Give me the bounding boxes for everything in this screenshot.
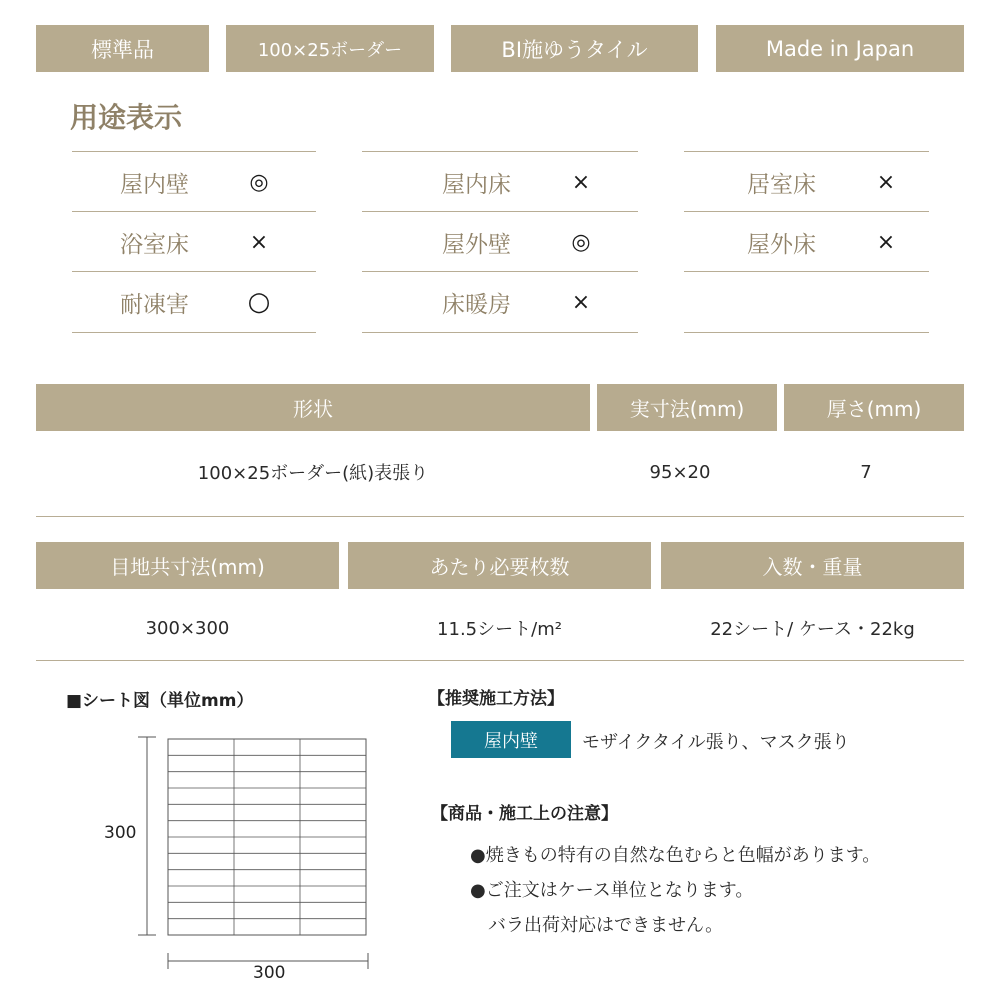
usage-row <box>362 211 638 272</box>
tile-grid <box>168 739 366 935</box>
header-quantity-weight: 入数・重量 <box>661 542 964 589</box>
tag-size: 100×25ボーダー <box>226 25 434 72</box>
cross-icon: × <box>571 289 591 315</box>
divider <box>36 660 964 661</box>
usage-row <box>72 151 316 212</box>
tag-standard: 標準品 <box>36 25 209 72</box>
usage-row-empty <box>684 271 929 333</box>
note-line: バラ出荷対応はできません。 <box>488 915 724 936</box>
tag-made-in-japan: Made in Japan <box>716 25 964 72</box>
value-joint-size: 300×300 <box>145 617 230 639</box>
usage-row <box>684 151 929 212</box>
tag-glaze: BI施ゆうタイル <box>451 25 698 72</box>
header-shape: 形状 <box>36 384 590 431</box>
note-line: ●ご注文はケース単位となります。 <box>470 880 754 901</box>
value-actual-size: 95×20 <box>649 461 711 483</box>
cross-icon: × <box>571 169 591 195</box>
usage-label: 浴室床 <box>120 231 189 258</box>
double-circle-icon: ◎ <box>571 229 591 255</box>
usage-label: 床暖房 <box>442 291 511 318</box>
header-thickness: 厚さ(mm) <box>784 384 964 431</box>
value-sheets-required: 11.5シート/m² <box>437 619 562 640</box>
cross-icon: × <box>876 229 896 255</box>
sheet-width-label: 300 <box>253 963 286 983</box>
header-joint-size: 目地共寸法(mm) <box>36 542 339 589</box>
usage-label: 耐凍害 <box>120 291 189 318</box>
sheet-height-label: 300 <box>104 823 137 843</box>
value-thickness: 7 <box>860 461 872 483</box>
usage-label: 屋外床 <box>747 231 816 258</box>
usage-title: 用途表示 <box>70 101 183 134</box>
header-sheets-required: あたり必要枚数 <box>348 542 651 589</box>
note-line: ●焼きもの特有の自然な色むらと色幅があります。 <box>470 845 881 866</box>
usage-label: 屋内床 <box>442 171 511 198</box>
usage-label: 居室床 <box>747 171 816 198</box>
notes-title: 【商品・施工上の注意】 <box>431 804 618 824</box>
sheet-diagram <box>100 725 390 985</box>
usage-label: 屋外壁 <box>442 231 511 258</box>
usage-row <box>684 211 929 272</box>
usage-row <box>362 271 638 333</box>
circle-icon: ○ <box>247 287 271 317</box>
method-title: 【推奨施工方法】 <box>428 689 564 709</box>
sheet-title: ■シート図（単位mm） <box>66 691 254 711</box>
divider <box>36 516 964 517</box>
method-text: モザイクタイル張り、マスク張り <box>582 732 850 753</box>
value-shape: 100×25ボーダー(紙)表張り <box>197 463 429 484</box>
double-circle-icon: ◎ <box>249 169 269 195</box>
header-actual-size: 実寸法(mm) <box>597 384 777 431</box>
usage-label: 屋内壁 <box>120 171 189 198</box>
usage-row <box>72 271 316 333</box>
usage-row <box>362 151 638 212</box>
value-quantity-weight: 22シート/ ケース・22kg <box>710 619 915 640</box>
usage-row <box>72 211 316 272</box>
cross-icon: × <box>249 229 269 255</box>
method-tag: 屋内壁 <box>451 721 571 758</box>
cross-icon: × <box>876 169 896 195</box>
